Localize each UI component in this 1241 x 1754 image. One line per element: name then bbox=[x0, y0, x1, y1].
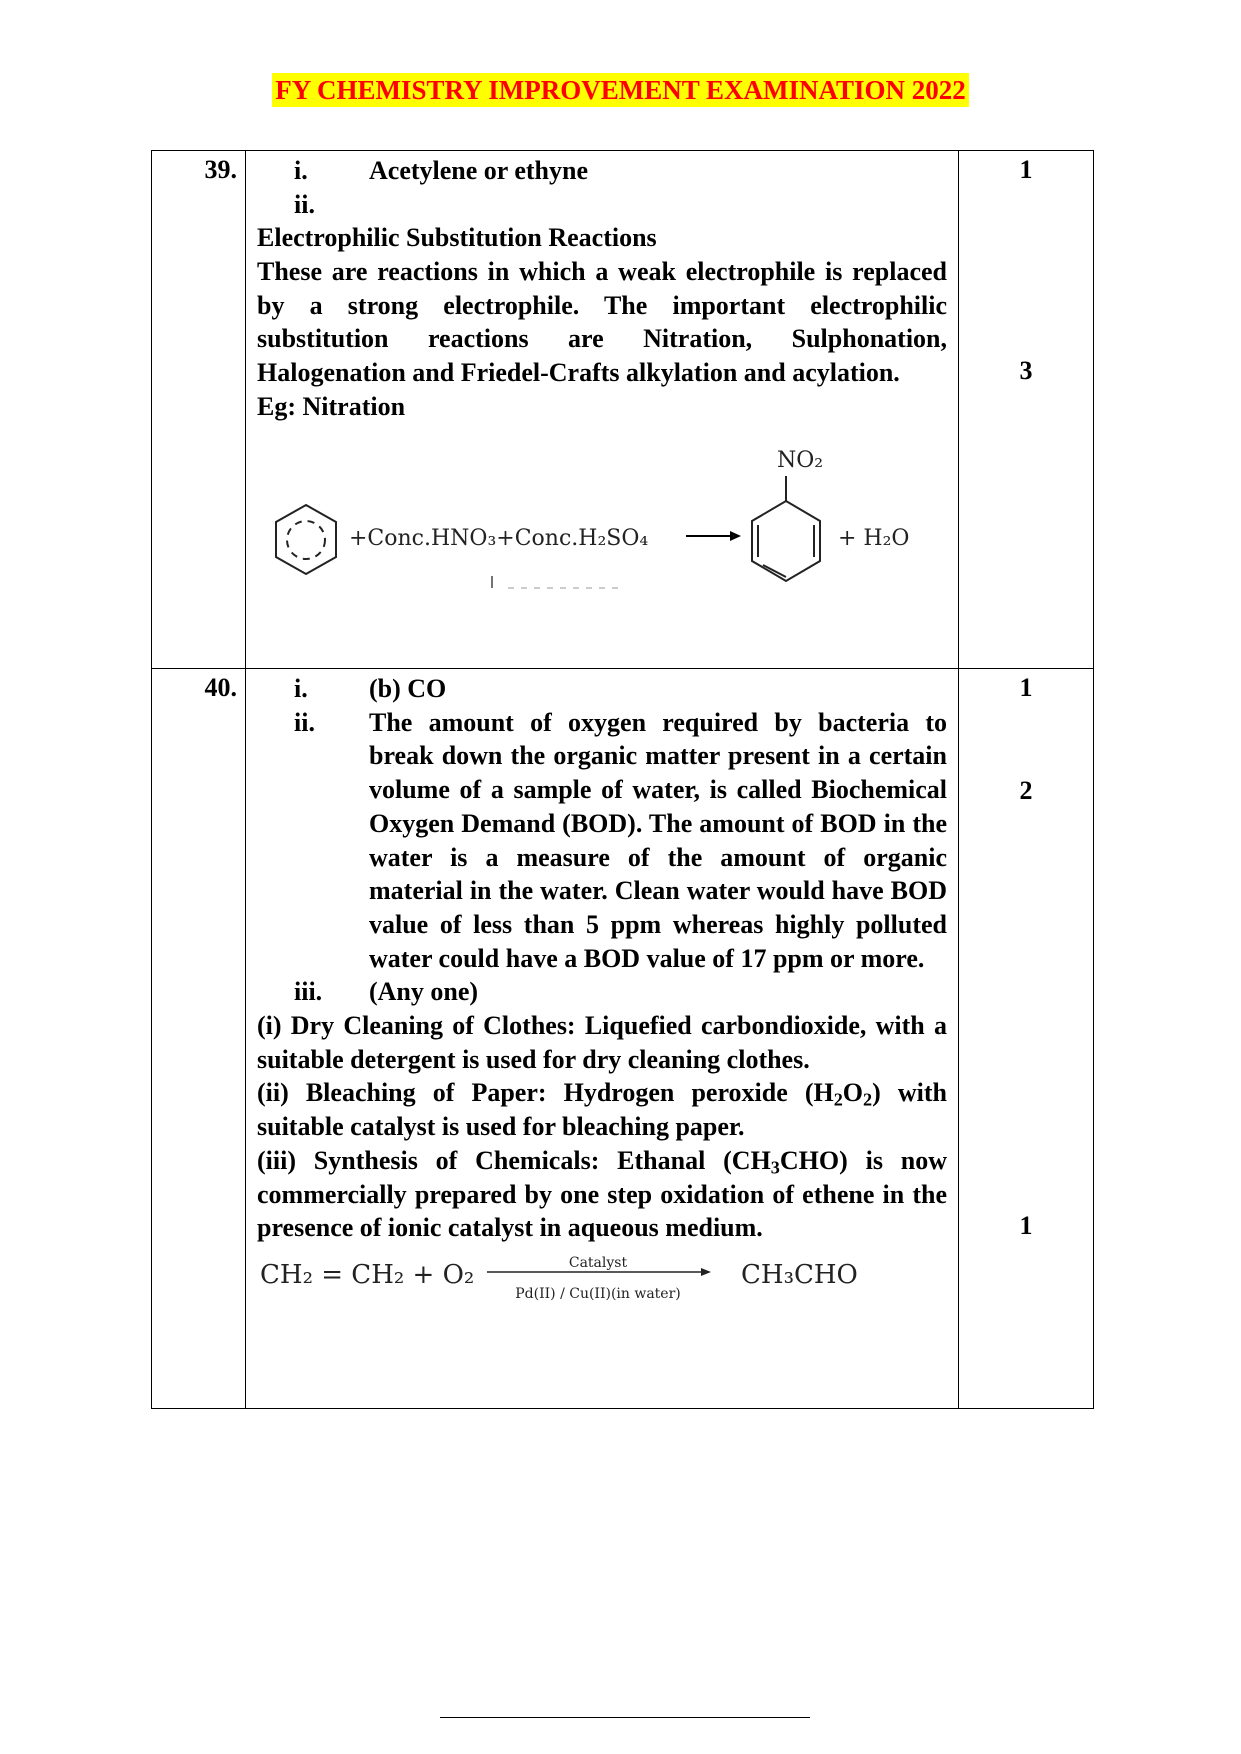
mark-value: 2 bbox=[1019, 776, 1033, 805]
bod-definition: The amount of oxygen required by bacteria to break down the organic matter present in a certain volume of a sample of water, is called Biochemical Oxygen Demand (BOD). The amount of BOD in the water is a measure of the amount of organic material in the water. Clean water would have BOD value of less than 5 ppm whereas highly polluted water could have a BOD value of 17 ppm or more. bbox=[369, 707, 947, 973]
benzene-ring bbox=[276, 505, 336, 574]
option-bleaching: (ii) Bleaching of Paper: Hydrogen peroxide (H2O2) with suitable catalyst is used for bleaching paper. bbox=[257, 1078, 947, 1142]
part-text: Acetylene or ethyne bbox=[369, 156, 589, 185]
option-dry-cleaning: (i) Dry Cleaning of Clothes: Liquefied carbondioxide, with a suitable detergent is used for dry cleaning clothes. bbox=[257, 1011, 947, 1074]
equation-conditions: Pd(II) / Cu(II)(in water) bbox=[515, 1285, 681, 1302]
footer-rule bbox=[440, 1717, 810, 1718]
reaction-diagram bbox=[246, 424, 959, 599]
question-number: 40. bbox=[152, 669, 246, 1409]
mark-value: 1 bbox=[1019, 1211, 1033, 1240]
page-title-text: FY CHEMISTRY IMPROVEMENT EXAMINATION 2022 bbox=[272, 73, 969, 107]
ethanal-equation bbox=[246, 1245, 958, 1305]
answer-row-40 bbox=[152, 669, 1094, 1409]
part-label: iii. bbox=[294, 977, 323, 1007]
part-label: ii. bbox=[294, 189, 315, 219]
equation-catalyst: Catalyst bbox=[568, 1254, 628, 1271]
question-number: 39. bbox=[152, 151, 246, 669]
part-iii bbox=[246, 975, 958, 1009]
mark-value: 1 bbox=[1019, 673, 1033, 702]
part-i bbox=[246, 672, 958, 706]
equation-arrow bbox=[483, 1265, 713, 1279]
nitration-reaction bbox=[246, 424, 958, 599]
part-text: (Any one) bbox=[369, 977, 479, 1007]
definition-paragraph: These are reactions in which a weak electrophile is replaced by a strong electrophile. The important electrophilic substitution reactions are Nitration, Sulphonation, Halogenation and Friedel-Crafts alkylation and acylation. bbox=[257, 257, 947, 388]
reaction-reagents: +Conc.HNO₃+Conc.H₂SO₄ bbox=[349, 525, 649, 551]
option-synthesis: (iii) Synthesis of Chemicals: Ethanal (CH3CHO) is now commercially prepared by one step oxidation of ethene in the presence of ionic catalyst in aqueous medium. bbox=[257, 1145, 947, 1243]
answer-body bbox=[246, 669, 959, 1409]
example-label: Eg: Nitration bbox=[257, 391, 406, 421]
marks-cell bbox=[959, 151, 1094, 669]
substituent-label: NO₂ bbox=[777, 447, 824, 473]
part-ii bbox=[246, 188, 958, 222]
section-heading: Electrophilic Substitution Reactions bbox=[257, 223, 657, 253]
mark-value: 1 bbox=[1019, 155, 1033, 184]
part-label: i. bbox=[294, 674, 308, 703]
equation-reactants: CH₂ = CH₂ + O₂ bbox=[260, 1259, 475, 1290]
equation-product: CH₃CHO bbox=[741, 1259, 858, 1290]
part-ii bbox=[246, 706, 958, 976]
answer-body bbox=[246, 151, 959, 669]
page-title bbox=[0, 72, 1241, 108]
reaction-by-product: + H₂O bbox=[838, 525, 910, 551]
answer-table bbox=[151, 150, 1094, 1409]
part-text: (b) CO bbox=[369, 674, 447, 703]
marks-cell bbox=[959, 669, 1094, 1409]
answer-row-39 bbox=[152, 151, 1094, 669]
mark-value: 3 bbox=[1019, 356, 1033, 385]
nitrobenzene-ring bbox=[752, 476, 820, 581]
part-label: ii. bbox=[294, 707, 315, 737]
part-label: i. bbox=[294, 156, 308, 185]
part-i bbox=[246, 154, 958, 188]
